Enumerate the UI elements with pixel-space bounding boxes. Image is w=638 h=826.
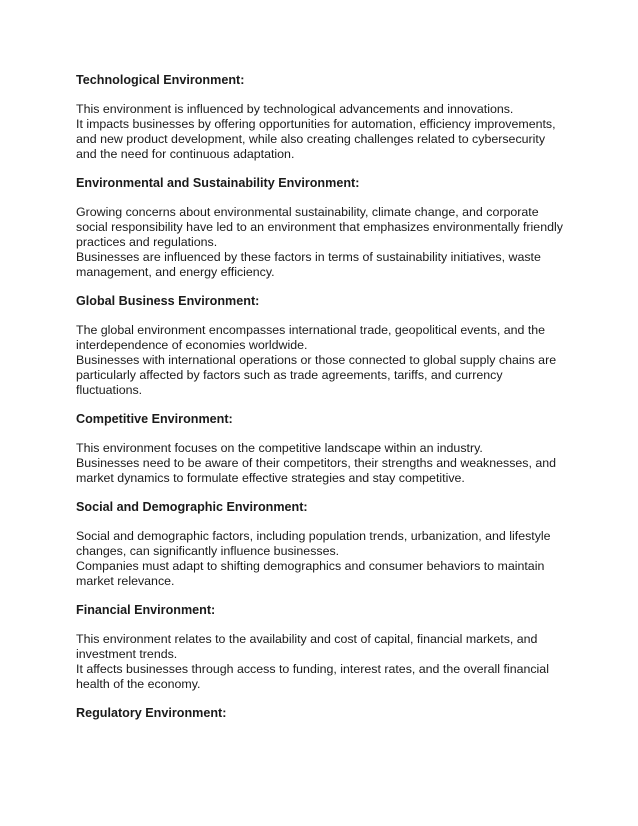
section-body xyxy=(76,205,566,280)
paragraph: It impacts businesses by offering opportunities for automation, efficiency improvements, and new product development, while also creating challenges related to cybersecurity and the need for continuous adaptation. xyxy=(76,117,556,161)
paragraph: This environment focuses on the competitive landscape within an industry. xyxy=(76,441,483,455)
section-financial xyxy=(76,603,566,692)
section-heading: Financial Environment: xyxy=(76,603,216,617)
section-heading: Regulatory Environment: xyxy=(76,706,227,720)
section-body xyxy=(76,102,566,162)
paragraph: This environment relates to the availability and cost of capital, financial markets, and investment trends. xyxy=(76,632,538,661)
section-heading: Social and Demographic Environment: xyxy=(76,500,308,514)
section-heading: Technological Environment: xyxy=(76,73,245,87)
paragraph: Social and demographic factors, including population trends, urbanization, and lifestyle changes, can significantly influence businesses. xyxy=(76,529,551,558)
section-global-business xyxy=(76,294,566,398)
section-competitive xyxy=(76,412,566,486)
paragraph: This environment is influenced by technological advancements and innovations. xyxy=(76,102,514,116)
paragraph: It affects businesses through access to funding, interest rates, and the overall financial health of the economy. xyxy=(76,662,549,691)
section-environmental-sustainability xyxy=(76,176,566,280)
section-body xyxy=(76,529,566,589)
section-body xyxy=(76,323,566,398)
paragraph: Businesses are influenced by these factors in terms of sustainability initiatives, waste management, and energy efficiency. xyxy=(76,250,541,279)
document-page xyxy=(76,73,566,735)
paragraph: Businesses need to be aware of their competitors, their strengths and weaknesses, and market dynamics to formulate effective strategies and stay competitive. xyxy=(76,456,557,485)
section-heading: Global Business Environment: xyxy=(76,294,260,308)
section-body xyxy=(76,632,566,692)
paragraph: Growing concerns about environmental sustainability, climate change, and corporate social responsibility have led to an environment that emphasizes environmentally friendly practices and regulations. xyxy=(76,205,563,249)
section-heading: Environmental and Sustainability Environment: xyxy=(76,176,360,190)
paragraph: Companies must adapt to shifting demographics and consumer behaviors to maintain market relevance. xyxy=(76,559,545,588)
section-body xyxy=(76,441,566,486)
paragraph: Businesses with international operations or those connected to global supply chains are particularly affected by factors such as trade agreements, tariffs, and currency fluctuations. xyxy=(76,353,557,397)
section-social-demographic xyxy=(76,500,566,589)
section-technological xyxy=(76,73,566,162)
paragraph: The global environment encompasses international trade, geopolitical events, and the interdependence of economies worldwide. xyxy=(76,323,546,352)
section-heading: Competitive Environment: xyxy=(76,412,233,426)
section-regulatory xyxy=(76,706,566,721)
